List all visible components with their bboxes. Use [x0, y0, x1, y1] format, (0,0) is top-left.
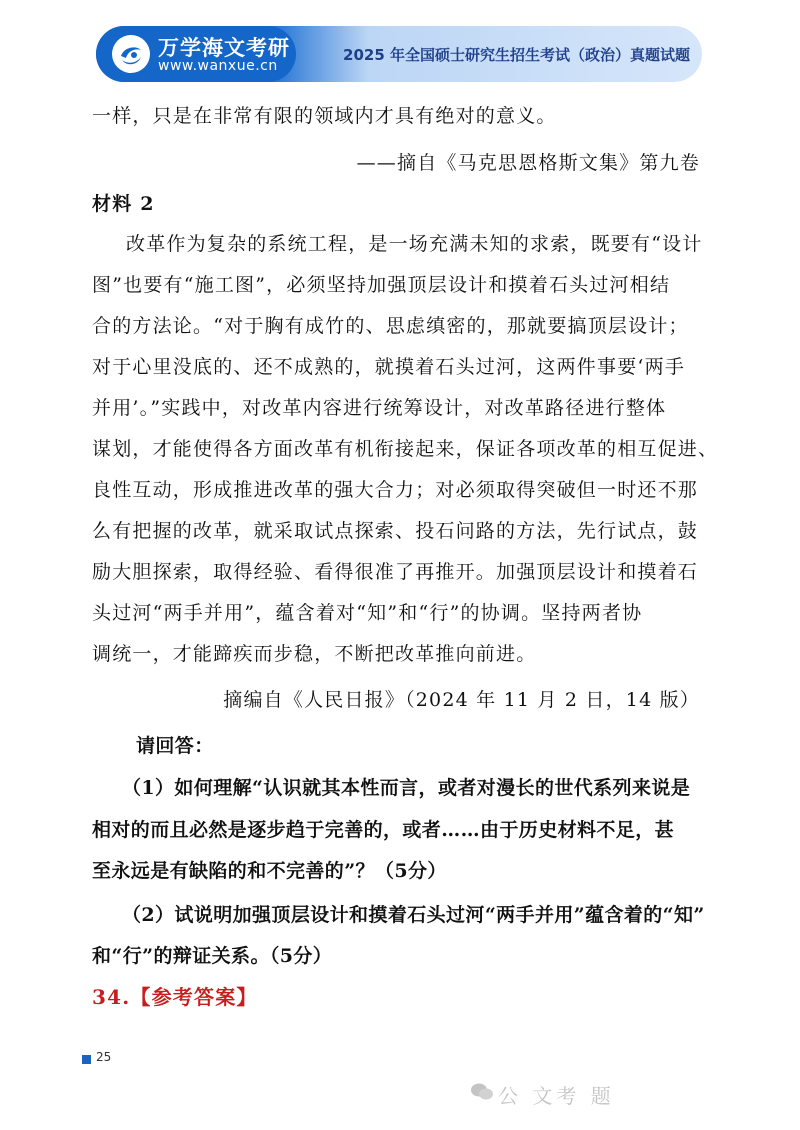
- text-line: 对于心里没底的、还不成熟的，就摸着石头过河，这两件事要‘两手: [92, 356, 686, 378]
- wechat-icon: [470, 1082, 494, 1106]
- page-marker-icon: [82, 1055, 91, 1064]
- answer-heading: 34.【参考答案】: [92, 985, 258, 1009]
- text-line: 图”也要有“施工图”，必须坚持加强顶层设计和摸着石头过河相结: [92, 274, 671, 296]
- wanxue-logo-icon: [112, 35, 150, 73]
- text-line: 并用’。”实践中，对改革内容进行统筹设计，对改革路径进行整体: [92, 397, 667, 419]
- text-line: 合的方法论。“对于胸有成竹的、思虑缜密的，那就要搞顶层设计；: [92, 315, 689, 337]
- text-line: 励大胆探索，取得经验、看得很准了再推开。加强顶层设计和摸着石: [92, 561, 699, 583]
- question-2-line: （2）试说明加强顶层设计和摸着石头过河“两手并用”蕴含着的“知”: [122, 904, 705, 926]
- text-line: 头过河“两手并用”，蕴含着对“知”和“行”的协调。坚持两者协: [92, 602, 643, 624]
- text-line: 调统一，才能蹄疾而步稳，不断把改革推向前进。: [92, 643, 537, 665]
- source-citation: 摘编自《人民日报》（2024 年 11 月 2 日，14 版）: [223, 689, 700, 711]
- question-1-line: 相对的而且必然是逐步趋于完善的，或者……由于历史材料不足，甚: [92, 819, 675, 841]
- question-1-line: 至永远是有缺陷的和不完善的”？（5分）: [92, 860, 447, 882]
- material-heading: 材料 2: [92, 193, 155, 215]
- watermark: 公 文考 题: [498, 1084, 615, 1108]
- text-line: 改革作为复杂的系统工程，是一场充满未知的求索，既要有“设计: [126, 233, 703, 255]
- brand-url: www.wanxue.cn: [158, 58, 278, 74]
- text-line: 谋划，才能使得各方面改革有机衔接起来，保证各项改革的相互促进、: [92, 438, 719, 460]
- text-line: 良性互动，形成推进改革的强大合力；对必须取得突破但一时还不那: [92, 479, 699, 501]
- text-line: 么有把握的改革，就采取试点探索、投石问路的方法，先行试点，鼓: [92, 520, 699, 542]
- question-1-line: （1）如何理解“认识就其本性而言，或者对漫长的世代系列来说是: [122, 777, 691, 799]
- question-2-line: 和“行”的辩证关系。（5分）: [92, 945, 333, 967]
- text-line: 一样，只是在非常有限的领域内才具有绝对的意义。: [92, 105, 557, 127]
- brand-name: 万学海文考研: [158, 36, 290, 60]
- answer-prompt: 请回答：: [136, 735, 214, 757]
- page-number: 25: [96, 1050, 112, 1064]
- exam-title: 2025 年全国硕士研究生招生考试（政治）真题试题: [343, 46, 690, 64]
- source-citation: ——摘自《马克思恩格斯文集》第九卷: [356, 152, 700, 174]
